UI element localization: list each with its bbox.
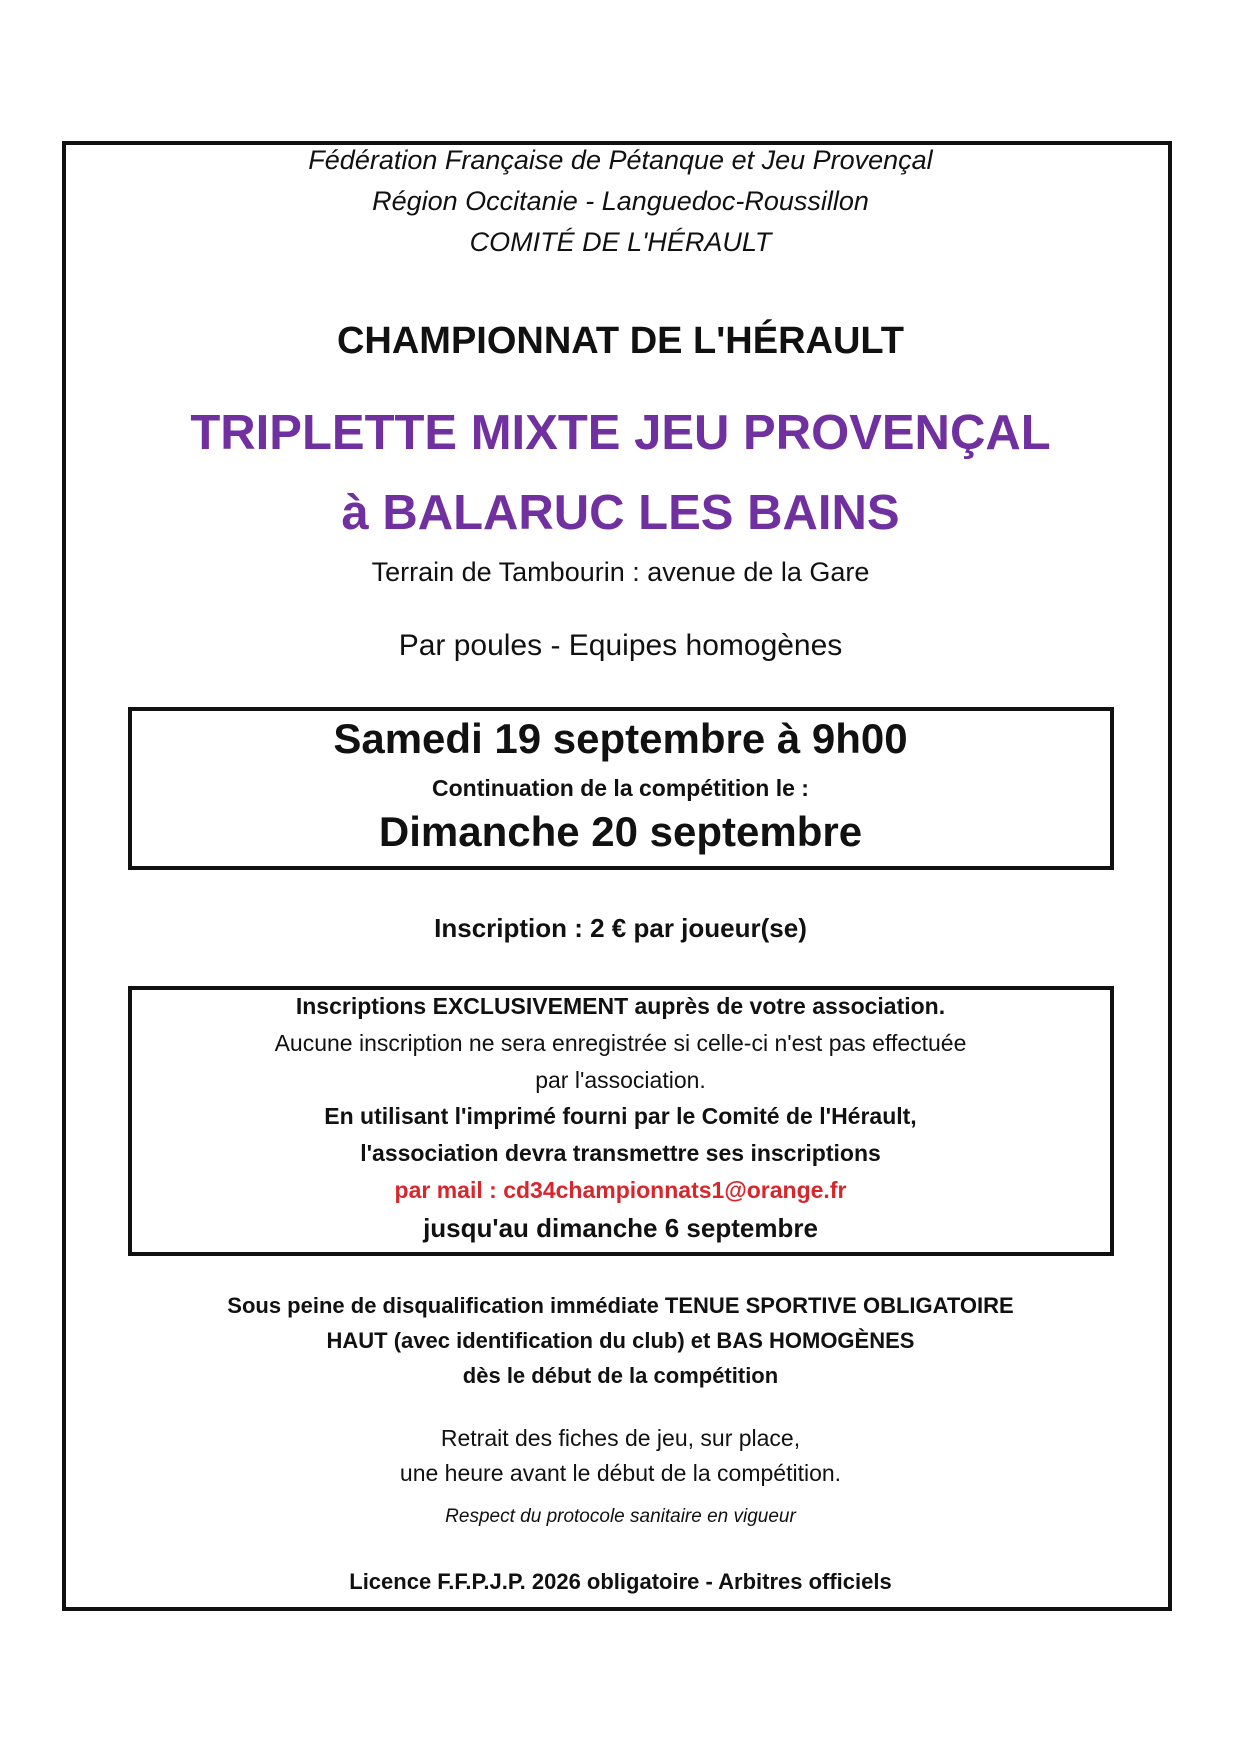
license-note: Licence F.F.P.J.P. 2026 obligatoire - Arbitres officiels	[349, 1569, 892, 1594]
dress-code-line1: Sous peine de disqualification immédiate TENUE SPORTIVE OBLIGATOIRE	[227, 1293, 1014, 1318]
dress-code-line3: dès le début de la compétition	[462, 1363, 779, 1388]
registration-deadline: jusqu'au dimanche 6 septembre	[423, 1213, 818, 1243]
health-protocol: Respect du protocole sanitaire en vigueur	[445, 1506, 796, 1527]
continuation-label: Continuation de la compétition le :	[432, 775, 809, 801]
committee-name: COMITÉ DE L'HÉRAULT	[469, 227, 772, 257]
dress-code-line2: HAUT (avec identification du club) et BAS HOMOGÈNES	[326, 1328, 915, 1353]
sheets-line1: Retrait des fiches de jeu, sur place,	[440, 1425, 801, 1451]
competition-format: Par poules - Equipes homogènes	[398, 629, 843, 662]
registration-exclusive: Inscriptions EXCLUSIVEMENT auprès de votre association.	[295, 993, 946, 1019]
registration-form-note: En utilisant l'imprimé fourni par le Comité de l'Hérault,	[324, 1103, 917, 1129]
end-date: Dimanche 20 septembre	[378, 808, 863, 855]
championship-heading: CHAMPIONNAT DE L'HÉRAULT	[336, 320, 905, 362]
registration-email[interactable]: par mail : cd34championnats1@orange.fr	[394, 1177, 847, 1203]
federation-name: Fédération Française de Pétanque et Jeu Provençal	[308, 145, 933, 175]
region-name: Région Occitanie - Languedoc-Roussillon	[372, 186, 869, 216]
venue-address: Terrain de Tambourin : avenue de la Gare	[371, 557, 870, 587]
event-title: TRIPLETTE MIXTE JEU PROVENÇAL	[190, 406, 1051, 460]
start-date: Samedi 19 septembre à 9h00	[333, 715, 908, 762]
registration-fee: Inscription : 2 € par joueur(se)	[434, 913, 807, 943]
registration-warning: Aucune inscription ne sera enregistrée si celle-ci n'est pas effectuée	[274, 1030, 967, 1056]
registration-warning-cont: par l'association.	[535, 1067, 706, 1093]
sheets-line2: une heure avant le début de la compétition.	[399, 1460, 842, 1486]
registration-transmit: l'association devra transmettre ses inscriptions	[360, 1140, 881, 1166]
event-location: à BALARUC LES BAINS	[341, 486, 900, 540]
